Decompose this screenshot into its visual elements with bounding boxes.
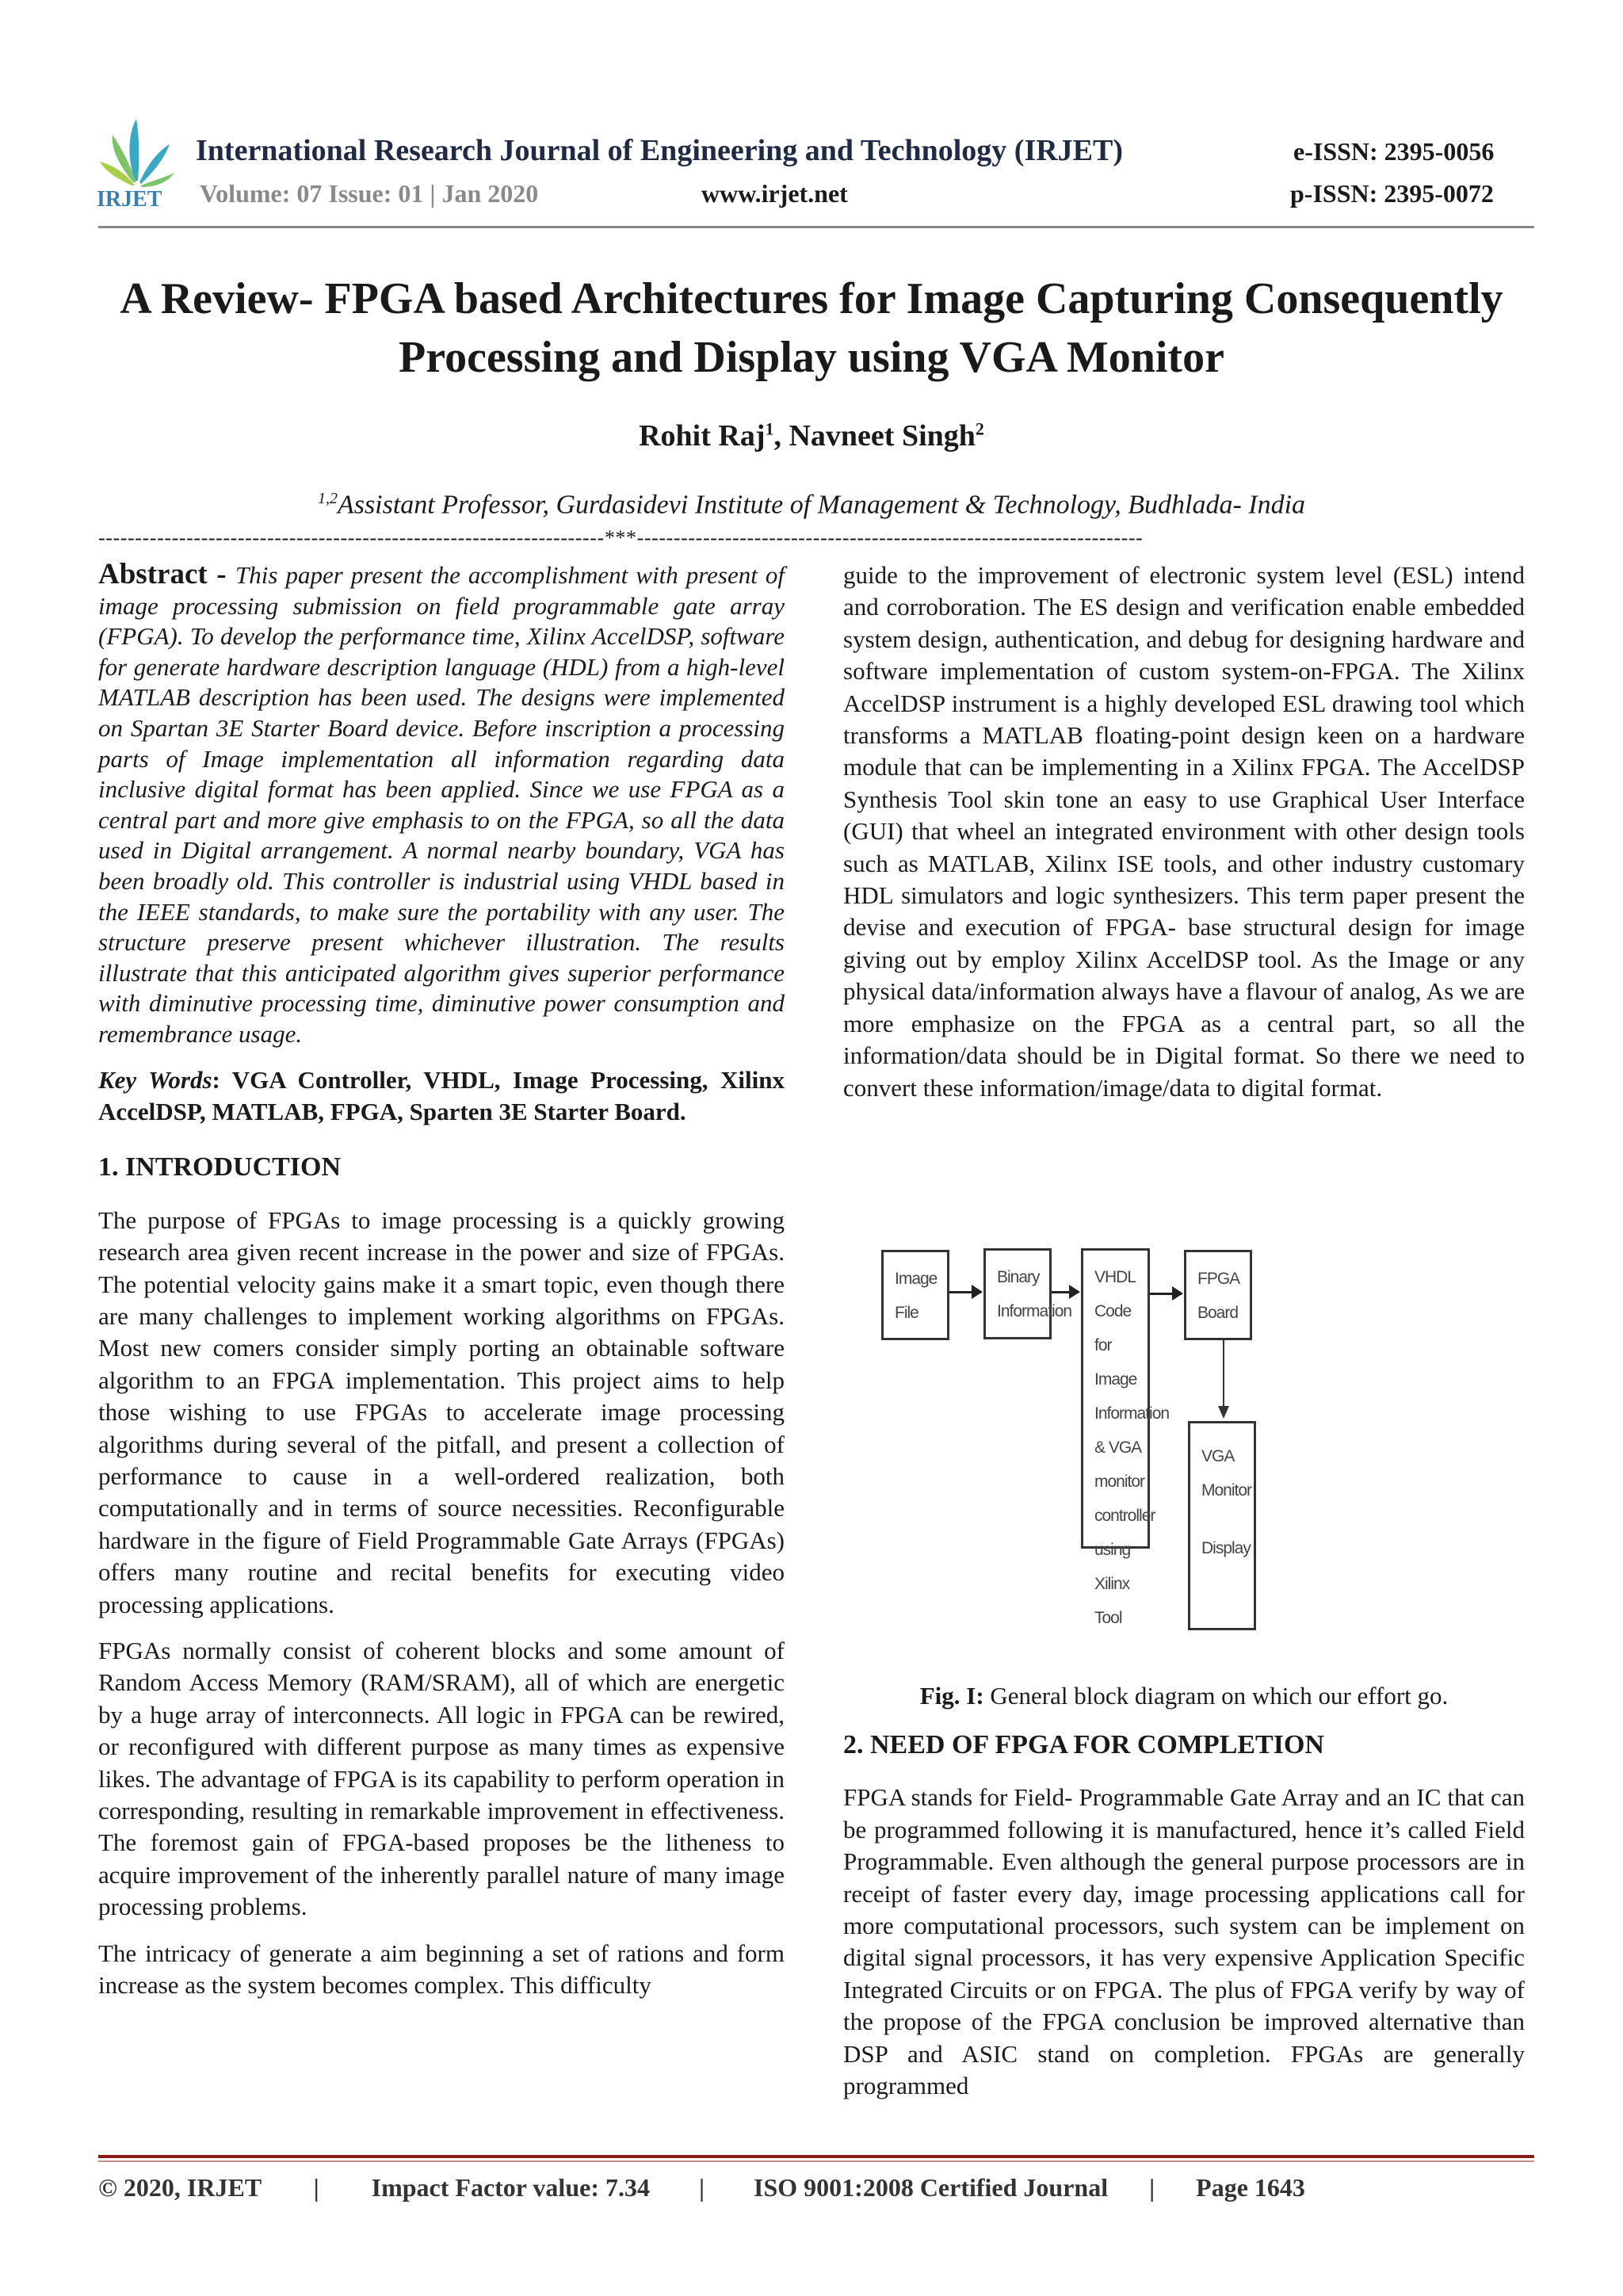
- arrow-icon: [1150, 1293, 1182, 1295]
- box-line: Display: [1201, 1539, 1251, 1557]
- author-1-sup: 1: [765, 418, 774, 439]
- abstract-label: Abstract -: [98, 558, 236, 590]
- e-issn: e-ISSN: 2395-0056: [1293, 137, 1495, 166]
- title-line-2: Processing and Display using VGA Monitor: [399, 333, 1224, 382]
- footer-impact-factor: Impact Factor value: 7.34: [371, 2173, 650, 2202]
- affiliation-sup: 1,2: [317, 490, 338, 507]
- box-line: VHDL Code: [1094, 1268, 1136, 1320]
- box-line: Binary: [997, 1268, 1040, 1286]
- arrow-icon: [1052, 1291, 1079, 1293]
- affiliation-text: Assistant Professor, Gurdasidevi Institute of Management & Technology, Budhlada- India: [337, 490, 1306, 520]
- box-vhdl-code: [1081, 1248, 1170, 1627]
- box-line: for Image: [1094, 1336, 1137, 1389]
- box-line: Information: [997, 1302, 1072, 1320]
- footer-page-number: Page 1643: [1196, 2173, 1305, 2202]
- footer-sep: |: [698, 2173, 705, 2202]
- author-1: Rohit Raj: [639, 419, 766, 453]
- caption-label: Fig. I:: [919, 1682, 984, 1710]
- down-arrow-icon: [1223, 1340, 1224, 1408]
- authors: [0, 418, 1623, 453]
- header-rule: [98, 226, 1534, 228]
- box-line: Image File: [895, 1270, 938, 1322]
- footer-copyright: © 2020, IRJET: [98, 2173, 262, 2202]
- keywords-label: Key Words: [98, 1065, 212, 1094]
- section-1-paragraph: The purpose of FPGAs to image processing is a quickly growing research area given recent increase in the power and size of FPGAs. The potential velocity gains make it a smart topic, even though there are many challenges to implement working algorithms on FPGAs. Most new comers consider simply porting an obtainable software algorithm to an FPGA implementation. This project aims to help those wishing to use FPGAs to accelerate image processing algorithms during several of the pitfall, and present a collection of performance to cause in a well-ordered realization, both computationally and in terms of source necessities. Reconfigurable hardware in the figure of Field Programmable Gate Arrays (FPGAs) offers many routine and recital benefits for executing video processing applications.: [98, 1205, 785, 1618]
- section-2-paragraph: FPGA stands for Field- Programmable Gate Array and an IC that can be programmed following it is manufactured, hence it’s called Field Programmable. Even although the general purpose processors are in receipt of faster every day, image processing applications call for more computational processors, such system can be implement on digital signal processors, it has very expensive Application Specific Integrated Circuits or on FPGA. The plus of FPGA verify by way of the propose of the FPGA conclusion be improved alternative than DSP and ASIC stand on completion. FPGAs are generally programmed: [843, 1783, 1525, 2100]
- section-2-heading: 2. NEED OF FPGA FOR COMPLETION: [843, 1730, 1324, 1759]
- footer-rule-thin: [98, 2160, 1534, 2162]
- author-2-sup: 2: [975, 418, 984, 439]
- volume-issue: Volume: 07 Issue: 01 | Jan 2020: [200, 179, 539, 208]
- right-column-intro: guide to the improvement of electronic system level (ESL) intend and corroboration. The ES design and verification enable embedded system design, authentication, and debug for designing hardware and software implementation of custom system-on-FPGA. The Xilinx AccelDSP instrument is a highly developed ESL drawing tool which transforms a MATLAB floating-point design keen on a hardware module that can be implementing in a Xilinx FPGA. The AccelDSP Synthesis Tool skin tone an easy to use Graphical User Interface (GUI) that wheel an integrated environment with other design tools such as MATLAB, Xilinx ISE tools, and other industry customary HDL simulators and logic synthesizers. This term paper present the devise and execution of FPGA- base structural design for image giving out by employ Xilinx AccelDSP tool. As the Image or any physical data/information always have a flavour of analog, As we are more emphasize on the FPGA as a central part, so all the information/data should be in Digital format. So there we need to convert these information/image/data to digital format.: [843, 561, 1525, 1102]
- website-link[interactable]: www.irjet.net: [701, 179, 848, 208]
- box-vga-monitor-display: [1188, 1421, 1256, 1630]
- section-2: [843, 1729, 1525, 2116]
- irjet-logo: [95, 117, 178, 216]
- footer-iso: ISO 9001:2008 Certified Journal: [754, 2173, 1109, 2202]
- box-line: VGA: [1201, 1447, 1235, 1465]
- box-image-file: [881, 1250, 949, 1340]
- footer-sep: |: [313, 2173, 319, 2202]
- box-line: FPGA Board: [1197, 1270, 1239, 1322]
- box-line: Monitor: [1201, 1481, 1252, 1499]
- abstract: [98, 560, 785, 1050]
- down-arrowhead-icon: [1218, 1406, 1229, 1419]
- footer-sep: |: [1149, 2173, 1155, 2202]
- box-binary-information: [983, 1248, 1072, 1339]
- section-1-paragraph: The intricacy of generate a aim beginning a set of rations and form increase as the system becomes complex. This difficulty: [98, 1939, 785, 2000]
- box-line: using Xilinx: [1094, 1541, 1131, 1593]
- figure-caption: [843, 1682, 1525, 1710]
- author-sep: ,: [773, 419, 789, 453]
- box-line: monitor: [1094, 1473, 1145, 1491]
- author-2: Navneet Singh: [789, 419, 976, 453]
- journal-name: International Research Journal of Engineering and Technology (IRJET): [196, 134, 1124, 167]
- paper-title: [79, 269, 1544, 387]
- footer: [98, 2173, 1305, 2202]
- section-1-paragraph: FPGAs normally consist of coherent blocks and some amount of Random Access Memory (RAM/SRAM), all of which are energetic by a huge array of interconnects. All logic in FPGA can be rewired, or reconfigured with different purpose as many times as expensive likes. The advantage of FPGA is its capability to perform operation in corresponding, resulting in remarkable improvement in effectiveness. The foremost gain of FPGA-based proposes be the litheness to acquire improvement of the inherently parallel nature of many image processing problems.: [98, 1637, 785, 1921]
- box-fpga-board: [1184, 1250, 1252, 1340]
- p-issn: p-ISSN: 2395-0072: [1290, 179, 1494, 208]
- box-spacer: [1201, 1507, 1254, 1531]
- abstract-text: This paper present the accomplishment with present of image processing submission on field programmable gate array (FPGA). To develop the performance time, Xilinx AccelDSP, software for generate hardware description language (HDL) from a high-level MATLAB description has been used. The designs were implemented on Spartan 3E Starter Board device. Before inscription a processing parts of Image implementation all information regarding data inclusive digital format has been applied. Since we use FPGA as a central part and more give emphasis to on the FPGA, so all the data used in Digital arrangement. A normal nearby boundary, VGA has been broadly old. This controller is industrial using VHDL based in the IEEE standards, to make sure the portability with any user. The structure preserve present whichever illustration. The results illustrate that this anticipated algorithm gives superior performance with diminutive processing time, diminutive power consumption and remembrance usage.: [98, 561, 785, 1048]
- keywords-text: : VGA Controller, VHDL, Image Processing, Xilinx AccelDSP, MATLAB, FPGA, Sparten 3E Starter Board.: [98, 1065, 785, 1125]
- separator: ---------------------------------------------------------------------***---------------------------------------------------------------------: [98, 526, 1144, 549]
- footer-rule: [98, 2155, 1534, 2158]
- keywords: [98, 1064, 785, 1129]
- box-line: Tool: [1094, 1609, 1122, 1627]
- box-line: Information: [1094, 1404, 1170, 1423]
- arrow-icon: [949, 1291, 981, 1293]
- section-1-heading: 1. INTRODUCTION: [98, 1152, 342, 1182]
- title-line-1: A Review- FPGA based Architectures for Image Capturing Consequently: [120, 274, 1503, 323]
- box-line: controller: [1094, 1507, 1155, 1525]
- box-line: & VGA: [1094, 1438, 1142, 1457]
- logo-text: IRJET: [97, 187, 162, 212]
- affiliation: [0, 490, 1623, 520]
- caption-text: General block diagram on which our effort go.: [983, 1682, 1449, 1710]
- left-column: [98, 560, 785, 2015]
